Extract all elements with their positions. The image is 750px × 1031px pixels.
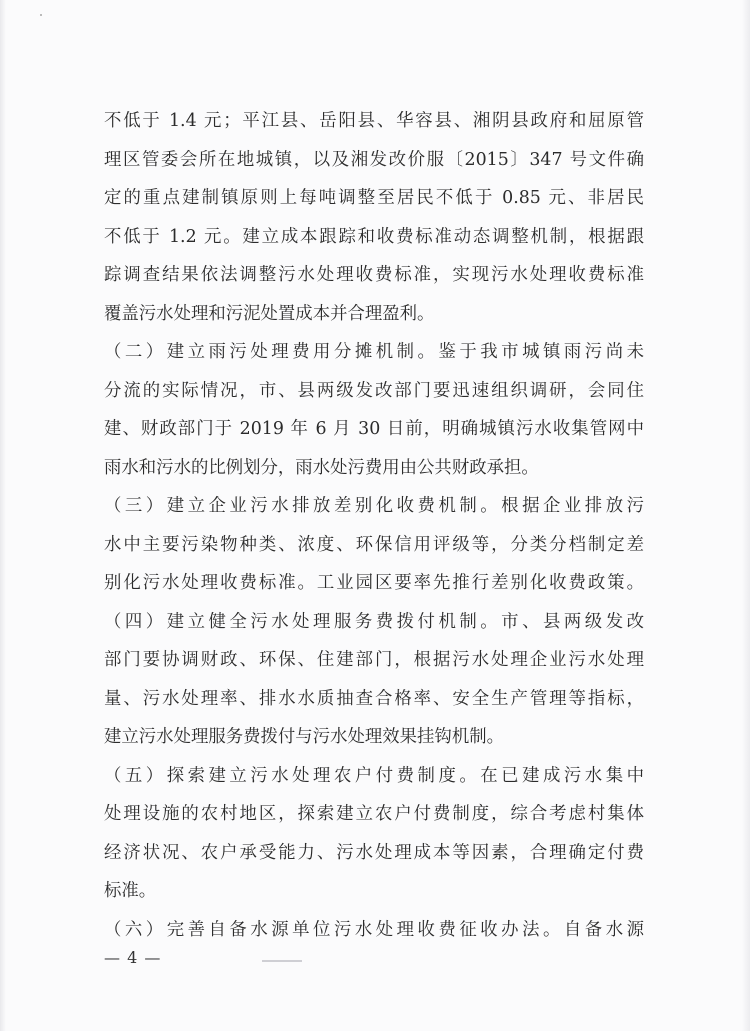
text-line-9: 建、财政部门于 2019 年 6 月 30 日前，明确城镇污水收集管网中: [104, 419, 644, 439]
text-line-7: （二）建立雨污处理费用分摊机制。鉴于我市城镇雨污尚未: [104, 342, 644, 362]
text-line-3: 定的重点建制镇原则上每吨调整至居民不低于 0.85 元、非居民: [104, 188, 644, 208]
text-line-20: 经济状况、农户承受能力、污水处理成本等因素，合理确定付费: [104, 842, 644, 863]
text-line-14: （四）建立健全污水处理服务费拨付机制。市、县两级发改: [104, 611, 644, 632]
text-line-11: （三）建立企业污水排放差别化收费机制。根据企业排放污: [104, 496, 644, 516]
scan-edge-right: [742, 0, 750, 1031]
text-line-13: 别化污水处理收费标准。工业园区要率先推行差别化收费政策。: [104, 573, 644, 593]
text-line-15: 部门要协调财政、环保、住建部门，根据污水处理企业污水处理: [104, 650, 644, 670]
scan-edge-left: [0, 0, 6, 1031]
text-line-12: 水中主要污染物种类、浓度、环保信用评级等，分类分档制定差: [104, 534, 644, 555]
text-line-18: （五）探索建立污水处理农户付费制度。在已建成污水集中: [104, 765, 644, 786]
document-body: [104, 102, 644, 949]
text-line-22: （六）完善自备水源单位污水处理收费征收办法。自备水源: [104, 919, 644, 940]
text-line-5: 踪调查结果依法调整污水处理收费标准，实现污水处理收费标准: [104, 265, 644, 285]
text-line-21: 标准。: [104, 881, 157, 901]
scan-dot: [40, 14, 42, 16]
text-line-8: 分流的实际情况，市、县两级发改部门要迅速组织调研，会同住: [104, 380, 644, 401]
text-line-6: 覆盖污水处理和污泥处置成本并合理盈利。: [104, 303, 435, 324]
text-line-19: 处理设施的农村地区，探索建立农户付费制度，综合考虑村集体: [104, 804, 644, 824]
text-line-2: 理区管委会所在地城镇，以及湘发改价服〔2015〕347 号文件确: [104, 149, 644, 170]
text-line-16: 量、污水处理率、排水水质抽查合格率、安全生产管理等指标，: [104, 688, 644, 709]
text-line-1: 不低于 1.4 元；平江县、岳阳县、华容县、湘阴县政府和屈原管: [104, 111, 644, 131]
text-line-10: 雨水和污水的比例划分，雨水处污费用由公共财政承担。: [104, 457, 539, 478]
text-line-4: 不低于 1.2 元。建立成本跟踪和收费标准动态调整机制，根据跟: [104, 226, 644, 247]
text-line-17: 建立污水处理服务费拨付与污水处理效果挂钩机制。: [104, 727, 504, 747]
page-number: — 4 —: [104, 948, 162, 967]
scan-smudge: [262, 960, 302, 962]
